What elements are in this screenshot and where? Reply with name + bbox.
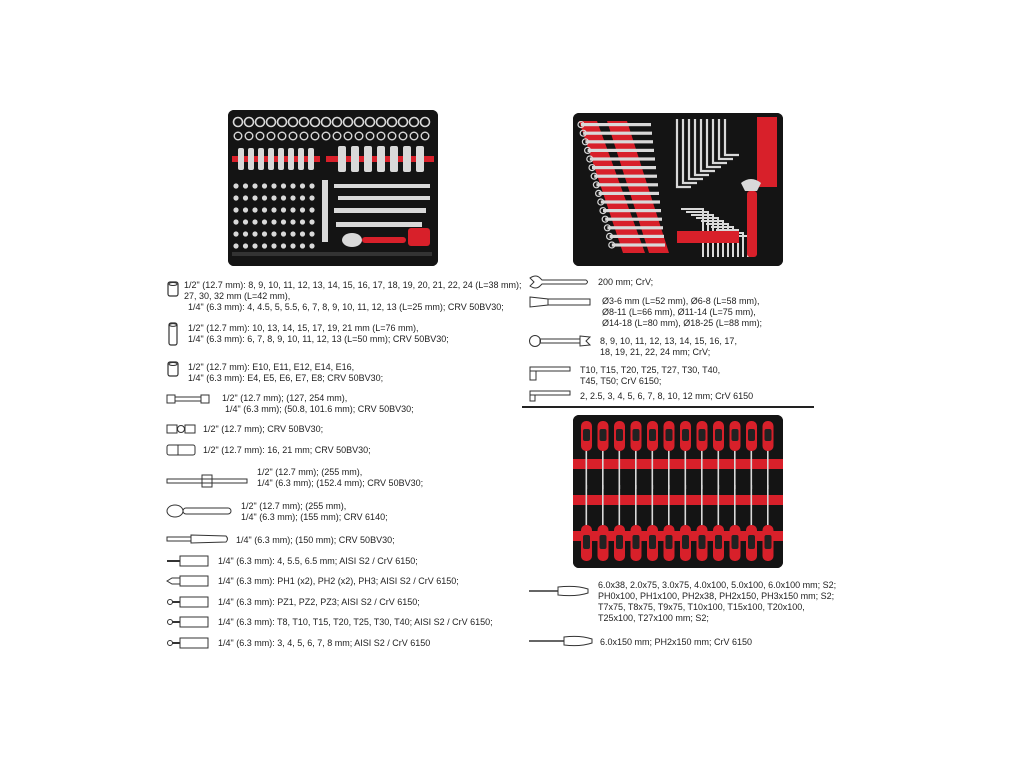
torx-key-icon	[528, 364, 574, 382]
wrench-shape	[601, 200, 660, 203]
screwdriver-shaft	[619, 485, 621, 529]
screwdriver-shaft	[734, 485, 736, 529]
screwdriver-grip	[765, 535, 772, 549]
bit-shape	[290, 207, 295, 212]
screwdriver-grip	[732, 535, 739, 549]
screwdriver-grip	[633, 535, 640, 549]
bit-shape	[290, 195, 295, 200]
wrench-shape	[590, 157, 655, 160]
screwdriver-grip	[616, 429, 623, 441]
bit-shape	[271, 183, 276, 188]
spec-line: 1/4" (6.3 mm): PH1 (x2), PH2 (x2), PH3; AISI S2 / CrV 6150;	[218, 576, 459, 586]
spec-screwdrivers	[598, 580, 836, 624]
spec-allen-bits	[218, 638, 430, 649]
combination-wrench-icon	[528, 334, 592, 348]
wrench-shape	[605, 218, 662, 221]
bit-shape	[271, 195, 276, 200]
screwdriver-grip	[583, 429, 590, 441]
bit-shape	[243, 183, 248, 188]
red-rail	[232, 156, 320, 162]
bit-shape	[281, 219, 286, 224]
screwdriver-grip	[765, 429, 772, 441]
wrench-shape	[585, 140, 653, 143]
screwdriver-grip	[616, 535, 623, 549]
bit-shape	[262, 207, 267, 212]
bit-shape	[271, 231, 276, 236]
screwdriver-shaft	[701, 449, 703, 489]
deep-socket-shape	[416, 146, 424, 172]
screwdriver-grip	[649, 429, 656, 441]
spec-spark-plug-sockets	[203, 445, 371, 456]
spec-line: 1/2" (12.7 mm): 8, 9, 10, 11, 12, 13, 14, 15, 16, 17, 18, 19, 20, 21, 22, 24 (L=38 mm);	[184, 280, 522, 290]
spec-line: 1/4" (6.3 mm): T8, T10, T15, T20, T25, T30, T40; AISI S2 / CrV 6150;	[218, 617, 493, 627]
screwdriver-shaft	[668, 485, 670, 529]
bit-shape	[309, 183, 314, 188]
bit-shape	[281, 195, 286, 200]
wrench-shape	[583, 132, 652, 135]
screwdriver-grip	[699, 535, 706, 549]
spec-line: 1/4" (6.3 mm): 6, 7, 8, 9, 10, 11, 12, 13 (L=50 mm); CRV 50BV30;	[188, 334, 449, 344]
deep-socket-shape	[390, 146, 398, 172]
screwdriver-grip	[666, 535, 673, 549]
bit-shape	[309, 219, 314, 224]
deep-socket-icon	[166, 322, 180, 346]
spec-line: 1/4" (6.3 mm); (155 mm); CRV 6140;	[241, 512, 388, 522]
spec-line: 6.0x38, 2.0x75, 3.0x75, 4.0x100, 5.0x100, 6.0x100 mm; S2;	[598, 580, 837, 590]
bit-shape	[309, 231, 314, 236]
bit-shape	[271, 243, 276, 248]
extension-shape	[322, 180, 328, 242]
bit-shape	[252, 195, 257, 200]
bit-shape	[290, 183, 295, 188]
extension-bar-icon	[166, 392, 214, 406]
bit-shape	[290, 243, 295, 248]
spec-pozidriv-bits	[218, 597, 420, 608]
bit-shape	[281, 243, 286, 248]
bit-shape	[300, 207, 305, 212]
bit-shape	[271, 219, 276, 224]
bit-shape	[309, 195, 314, 200]
pozidriv-bit-icon	[166, 596, 210, 608]
screwdriver-shaft	[751, 449, 753, 489]
bit-shape	[243, 207, 248, 212]
wrench-shape	[599, 192, 659, 195]
screwdriver-shaft	[602, 485, 604, 529]
screwdriver-grip	[649, 535, 656, 549]
bit-shape	[252, 243, 257, 248]
screwdriver-shaft	[635, 485, 637, 529]
bit-shape	[252, 231, 257, 236]
wrench-shape	[610, 235, 664, 238]
ratchet-handle-shape	[362, 237, 406, 243]
bar-shape	[336, 222, 422, 227]
handle-shape	[408, 228, 430, 246]
screwdriver-grip	[682, 535, 689, 549]
deep-socket-shape	[288, 148, 294, 170]
spec-combination-wrenches	[600, 336, 737, 358]
screwdriver-grip	[748, 535, 755, 549]
spec-line: 1/4" (6.3 mm); (150 mm); CRV 50BV30;	[236, 535, 395, 545]
spec-pin-punches	[602, 296, 762, 329]
wrench-tray-illustration	[573, 113, 783, 266]
wrench-shape	[592, 166, 656, 169]
screwdriver-shaft	[668, 449, 670, 489]
tray-edge	[232, 252, 432, 256]
screwdriver-shaft	[751, 485, 753, 529]
bit-shape	[233, 243, 238, 248]
screwdriver-shaft	[718, 485, 720, 529]
bit-shape	[243, 219, 248, 224]
deep-socket-shape	[298, 148, 304, 170]
bit-shape	[290, 231, 295, 236]
spec-line: 1/4" (6.3 mm); (152.4 mm); CRV 50BV30;	[257, 478, 424, 488]
spec-torx-sockets	[188, 362, 383, 384]
screwdriver-shaft	[767, 449, 769, 489]
hex-key-icon	[528, 389, 574, 403]
screwdriver-shaft	[718, 449, 720, 489]
bit-shape	[233, 195, 238, 200]
spec-line: 18, 19, 21, 22, 24 mm; CrV;	[600, 347, 711, 357]
bit-shape	[262, 231, 267, 236]
bit-shape	[233, 207, 238, 212]
bit-shape	[262, 183, 267, 188]
screwdriver-grip	[732, 429, 739, 441]
spinner-handle-icon	[166, 532, 230, 546]
spec-line: 1/4" (6.3 mm): 4, 5.5, 6.5 mm; AISI S2 / CrV 6150;	[218, 556, 418, 566]
bit-shape	[252, 207, 257, 212]
screwdriver-grip	[633, 429, 640, 441]
deep-socket-shape	[278, 148, 284, 170]
adjustable-wrench-handle	[747, 191, 757, 257]
screwdriver-tray-photo	[573, 415, 783, 568]
deep-socket-shape	[364, 146, 372, 172]
bit-shape	[281, 207, 286, 212]
screwdriver-shaft	[586, 449, 588, 489]
socket-tray-illustration	[228, 110, 438, 266]
spec-line: T25x100, T27x100 mm; S2;	[598, 613, 709, 623]
bit-shape	[243, 231, 248, 236]
spec-line: 1/2" (12.7 mm): 16, 21 mm; CRV 50BV30;	[203, 445, 371, 455]
spec-torx-keys	[580, 365, 720, 387]
screwdriver-shaft	[619, 449, 621, 489]
spec-line: 1/2" (12.7 mm); CRV 50BV30;	[203, 424, 324, 434]
spec-long-screwdrivers	[600, 637, 752, 648]
ratchet-head-shape	[342, 233, 362, 247]
screwdriver-shaft	[635, 449, 637, 489]
wrench-shape	[596, 183, 658, 186]
screwdriver-shaft	[652, 449, 654, 489]
bit-shape	[271, 207, 276, 212]
spec-sockets	[184, 280, 521, 313]
screwdriver-grip	[715, 429, 722, 441]
spec-ratchets	[241, 501, 388, 523]
screwdriver-icon	[528, 584, 590, 598]
phillips-bit-icon	[166, 575, 210, 587]
screwdriver-shaft	[734, 449, 736, 489]
spec-line: 1/4" (6.3 mm): E4, E5, E6, E7, E8; CRV 50BV30;	[188, 373, 384, 383]
section-divider	[522, 406, 814, 408]
wrench-shape	[588, 149, 654, 152]
deep-socket-shape	[403, 146, 411, 172]
spec-adjustable-wrench	[598, 277, 653, 288]
torx-bit-icon	[166, 616, 210, 628]
spec-t-bars	[257, 467, 423, 489]
deep-socket-shape	[308, 148, 314, 170]
bit-shape	[252, 183, 257, 188]
wrench-shape	[581, 123, 651, 126]
bit-shape	[243, 243, 248, 248]
spec-line: Ø14-18 (L=80 mm), Ø18-25 (L=88 mm);	[602, 318, 763, 328]
spec-line: 200 mm; CrV;	[598, 277, 654, 287]
bit-shape	[262, 243, 267, 248]
deep-socket-shape	[268, 148, 274, 170]
bit-shape	[309, 243, 314, 248]
t-bar-icon	[166, 472, 250, 490]
bar-shape	[334, 208, 426, 213]
screwdriver-grip	[583, 535, 590, 549]
long-screwdriver-icon	[528, 634, 594, 648]
screwdriver-grip	[600, 535, 607, 549]
spec-line: PH0x100, PH1x100, PH2x38, PH2x150, PH3x150 mm; S2;	[598, 591, 835, 601]
allen-bit-icon	[166, 637, 210, 649]
screwdriver-shaft	[685, 449, 687, 489]
bit-shape	[233, 219, 238, 224]
bit-shape	[262, 195, 267, 200]
wrench-shape	[594, 175, 657, 178]
spec-line: 1/2" (12.7 mm): 10, 13, 14, 15, 17, 19, 21 mm (L=76 mm),	[188, 323, 419, 333]
bit-shape	[262, 219, 267, 224]
spec-deep-sockets	[188, 323, 449, 345]
spec-line: 1/4" (6.3 mm): 3, 4, 5, 6, 7, 8 mm; AISI S2 / CrV 6150	[218, 638, 431, 648]
bit-shape	[233, 183, 238, 188]
spec-line: 1/4" (6.3 mm): 4, 4.5, 5, 5.5, 6, 7, 8, 9, 10, 11, 12, 13 (L=25 mm); CRV 50BV30;	[188, 302, 504, 312]
bit-shape	[309, 207, 314, 212]
spec-hex-bits	[218, 556, 418, 567]
spec-line: 1/4" (6.3 mm); (50.8, 101.6 mm); CRV 50BV30;	[225, 404, 414, 414]
spec-torx-bits	[218, 617, 493, 628]
spec-line: T45, T50; CrV 6150;	[580, 376, 662, 386]
screwdriver-shaft	[652, 485, 654, 529]
bit-shape	[281, 183, 286, 188]
bit-shape	[252, 219, 257, 224]
bit-shape	[300, 219, 305, 224]
screwdriver-grip	[715, 535, 722, 549]
ratchet-icon	[166, 503, 234, 519]
spec-line: 8, 9, 10, 11, 12, 13, 14, 15, 16, 17,	[600, 336, 737, 346]
spec-line: 1/2" (12.7 mm); (255 mm),	[257, 467, 363, 477]
bit-shape	[300, 231, 305, 236]
bit-shape	[243, 195, 248, 200]
torx-socket-icon	[166, 361, 180, 377]
wrench-icon	[528, 295, 594, 309]
wrench-shape	[603, 209, 661, 212]
deep-socket-shape	[238, 148, 244, 170]
adjustable-wrench-icon	[528, 274, 590, 290]
deep-socket-shape	[248, 148, 254, 170]
spec-line: 1/2" (12.7 mm): E10, E11, E12, E14, E16,	[188, 362, 355, 372]
screwdriver-shaft	[602, 449, 604, 489]
screwdriver-shaft	[701, 485, 703, 529]
bar-shape	[338, 196, 430, 200]
screwdriver-shaft	[767, 485, 769, 529]
deep-socket-shape	[377, 146, 385, 172]
wrench-shape	[607, 226, 663, 229]
spec-line: Ø8-11 (L=66 mm), Ø11-14 (L=75 mm),	[602, 307, 756, 317]
spec-line: 1/2" (12.7 mm); (127, 254 mm),	[222, 393, 348, 403]
screwdriver-grip	[699, 429, 706, 441]
screwdriver-grip	[666, 429, 673, 441]
spark-plug-socket-icon	[166, 443, 198, 457]
spec-line: Ø3-6 mm (L=52 mm), Ø6-8 (L=58 mm),	[602, 296, 760, 306]
spec-line: 27, 30, 32 mm (L=42 mm),	[184, 291, 291, 301]
screwdriver-shaft	[685, 485, 687, 529]
screwdriver-grip	[600, 429, 607, 441]
wrench-shape	[612, 243, 665, 246]
red-rail	[757, 117, 777, 187]
hex-bit-icon	[166, 555, 210, 567]
bit-shape	[233, 231, 238, 236]
spec-hex-keys	[580, 391, 753, 402]
screwdriver-tray-illustration	[573, 415, 783, 568]
deep-socket-shape	[258, 148, 264, 170]
spec-line: T10, T15, T20, T25, T27, T30, T40,	[580, 365, 721, 375]
spec-universal-joint	[203, 424, 323, 435]
bit-shape	[300, 195, 305, 200]
bar-shape	[334, 184, 430, 188]
deep-socket-shape	[338, 146, 346, 172]
screwdriver-grip	[682, 429, 689, 441]
universal-joint-icon	[166, 422, 196, 436]
bit-shape	[281, 231, 286, 236]
spec-phillips-bits	[218, 576, 459, 587]
screwdriver-shaft	[586, 485, 588, 529]
spec-line: 1/2" (12.7 mm); (255 mm),	[241, 501, 347, 511]
bit-shape	[300, 183, 305, 188]
red-rail	[677, 231, 739, 243]
spec-extension-bars	[222, 393, 414, 415]
spec-line: 2, 2.5, 3, 4, 5, 6, 7, 8, 10, 12 mm; CrV 6150	[580, 391, 754, 401]
bit-shape	[290, 219, 295, 224]
deep-socket-shape	[351, 146, 359, 172]
spec-spinner-handle	[236, 535, 395, 546]
screwdriver-grip	[748, 429, 755, 441]
spec-line: T7x75, T8x75, T9x75, T10x100, T15x100, T20x100,	[598, 602, 805, 612]
socket-icon	[166, 281, 180, 297]
spec-line: 6.0x150 mm; PH2x150 mm; CrV 6150	[600, 637, 753, 647]
spec-line: 1/4" (6.3 mm): PZ1, PZ2, PZ3; AISI S2 / CrV 6150;	[218, 597, 420, 607]
bit-shape	[300, 243, 305, 248]
socket-tray-photo	[228, 110, 438, 266]
wrench-tray-photo	[573, 113, 783, 266]
